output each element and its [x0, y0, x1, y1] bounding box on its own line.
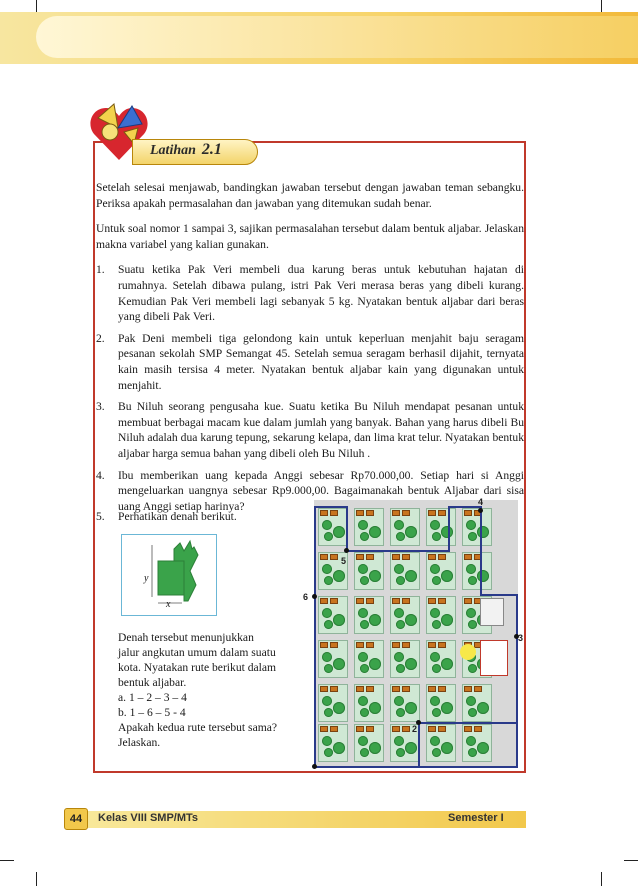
problem-number: 5.: [96, 510, 105, 523]
house-icon: [356, 598, 364, 604]
crop-mark: [36, 872, 37, 886]
house-icon: [366, 554, 374, 560]
house-icon: [392, 510, 400, 516]
house-icon: [366, 726, 374, 732]
house-icon: [366, 598, 374, 604]
tree-icon: [405, 742, 417, 754]
tree-icon: [430, 736, 440, 746]
tree-icon: [333, 614, 345, 626]
problem-number: 4.: [96, 468, 105, 482]
tree-icon: [430, 520, 440, 530]
route-line: [314, 766, 518, 768]
diagram-label-x: x: [166, 599, 171, 610]
tree-icon: [430, 564, 440, 574]
house-icon: [402, 510, 410, 516]
problem-item: [96, 262, 524, 324]
tree-icon: [394, 520, 404, 530]
tree-icon: [394, 652, 404, 662]
house-icon: [320, 686, 328, 692]
house-icon: [464, 686, 472, 692]
tree-icon: [333, 702, 345, 714]
house-icon: [320, 510, 328, 516]
tree-icon: [477, 526, 489, 538]
tree-icon: [369, 614, 381, 626]
tree-icon: [358, 564, 368, 574]
tree-icon: [432, 620, 441, 629]
route-point: [478, 508, 483, 513]
tree-icon: [324, 708, 333, 717]
route-line: [480, 506, 482, 596]
tree-icon: [360, 620, 369, 629]
tree-icon: [333, 570, 345, 582]
house-icon: [474, 726, 482, 732]
problem-text: Pak Deni membeli tiga gelondong kain untuk keperluan menjahit baju seragam pesanan sekolah SMP Semangat 45. Setelah semua seragam berhasil dijahit, ternyata kain masih tersisa 4 meter. Nyatakan bentuk aljabar kain yang digunakan untuk menjahit.: [118, 331, 524, 392]
house-icon: [402, 598, 410, 604]
tree-icon: [322, 564, 332, 574]
tree-icon: [468, 664, 477, 673]
route-line: [418, 722, 516, 724]
crop-mark: [624, 860, 638, 861]
house-icon: [356, 510, 364, 516]
building: [480, 640, 508, 676]
house-icon: [402, 554, 410, 560]
footer-semester: Semester I: [448, 812, 504, 824]
house-icon: [474, 686, 482, 692]
question-line: Jelaskan.: [118, 736, 161, 749]
route-line: [346, 550, 450, 552]
house-icon: [366, 642, 374, 648]
top-banner-shade: [36, 16, 638, 58]
tree-icon: [333, 526, 345, 538]
house-icon: [464, 726, 472, 732]
exercise-number: 2.1: [201, 141, 222, 158]
house-icon: [464, 598, 472, 604]
tree-icon: [396, 748, 405, 757]
tree-icon: [324, 532, 333, 541]
map-point-label-3: 3: [518, 633, 524, 643]
tree-icon: [369, 526, 381, 538]
tree-icon: [369, 742, 381, 754]
tree-icon: [360, 708, 369, 717]
tree-icon: [468, 576, 477, 585]
house-icon: [330, 554, 338, 560]
route-point: [312, 594, 317, 599]
intro-paragraph: Setelah selesai menjawab, bandingkan jawaban tersebut dengan jawaban teman sebangku. Periksa apakah permasalahan dan jawaban yang ditemukan sudah benar.: [96, 181, 524, 210]
tree-icon: [468, 748, 477, 757]
diagram-label-y: y: [144, 573, 149, 584]
route-line: [480, 594, 518, 596]
route-line: [314, 506, 316, 768]
route-line: [418, 722, 420, 768]
house-icon: [438, 554, 446, 560]
tree-icon: [441, 658, 453, 670]
tree-icon: [441, 614, 453, 626]
house-icon: [428, 554, 436, 560]
house-icon: [402, 642, 410, 648]
house-icon: [392, 598, 400, 604]
house-icon: [428, 686, 436, 692]
tree-icon: [468, 620, 477, 629]
problem-number: 1.: [96, 263, 105, 277]
house-icon: [330, 686, 338, 692]
tree-icon: [333, 742, 345, 754]
description-line: bentuk aljabar.: [118, 676, 187, 689]
tree-icon: [360, 748, 369, 757]
route-line: [346, 506, 348, 552]
tree-icon: [405, 614, 417, 626]
tree-icon: [432, 532, 441, 541]
tree-icon: [405, 658, 417, 670]
question-line: Apakah kedua rute tersebut sama?: [118, 721, 278, 734]
tree-icon: [324, 748, 333, 757]
tree-icon: [432, 708, 441, 717]
house-icon: [330, 642, 338, 648]
house-icon: [438, 510, 446, 516]
tree-icon: [468, 708, 477, 717]
tree-icon: [394, 608, 404, 618]
tree-icon: [358, 652, 368, 662]
house-icon: [428, 510, 436, 516]
problem-item: [96, 331, 524, 393]
house-icon: [392, 686, 400, 692]
house-icon: [464, 554, 472, 560]
house-icon: [392, 726, 400, 732]
house-icon: [330, 510, 338, 516]
route-line: [316, 506, 348, 508]
house-icon: [366, 686, 374, 692]
house-icon: [392, 642, 400, 648]
house-icon: [356, 726, 364, 732]
house-icon: [356, 642, 364, 648]
tree-icon: [358, 520, 368, 530]
tree-icon: [369, 658, 381, 670]
tree-icon: [396, 532, 405, 541]
tree-icon: [360, 532, 369, 541]
house-icon: [320, 554, 328, 560]
map-description: [118, 630, 304, 750]
house-icon: [428, 642, 436, 648]
tree-icon: [430, 652, 440, 662]
tree-icon: [394, 696, 404, 706]
tree-icon: [396, 708, 405, 717]
tree-icon: [324, 576, 333, 585]
map-point-label-6: 6: [303, 592, 309, 602]
house-icon: [330, 598, 338, 604]
problem-text: Bu Niluh seorang pengusaha kue. Suatu ketika Bu Niluh mendapat pesanan untuk membuat berbagai macam kue dalam jumlah yang banyak. Bahan yang harus dibeli Bu Niluh adalah dua karung tepung, sekarung kelapa, dan lima krat telur. Nyatakan bentuk aljabar harga semua bahan yang dibeli oleh Bu Niluh .: [118, 400, 524, 460]
tree-icon: [322, 652, 332, 662]
problem-number: 3.: [96, 400, 105, 414]
tree-icon: [360, 664, 369, 673]
house-icon: [428, 598, 436, 604]
tree-icon: [466, 520, 476, 530]
map-point-label-5: 5: [341, 556, 347, 566]
tree-icon: [466, 564, 476, 574]
house-icon: [320, 726, 328, 732]
tree-icon: [430, 696, 440, 706]
intro-paragraph: Untuk soal nomor 1 sampai 3, sajikan permasalahan tersebut dalam bentuk aljabar. Jelaskan makna variabel yang kalian gunakan.: [96, 222, 524, 251]
tree-icon: [441, 526, 453, 538]
sun-icon: [460, 644, 476, 660]
problem-text: Perhatikan denah berikut.: [118, 510, 237, 523]
building: [480, 598, 504, 626]
house-icon: [320, 642, 328, 648]
tree-icon: [477, 742, 489, 754]
house-icon: [356, 686, 364, 692]
house-icon: [428, 726, 436, 732]
tree-icon: [333, 658, 345, 670]
tree-icon: [369, 702, 381, 714]
tree-icon: [358, 696, 368, 706]
house-icon: [392, 554, 400, 560]
house-icon: [438, 642, 446, 648]
tree-icon: [396, 620, 405, 629]
tree-icon: [477, 570, 489, 582]
exercise-title-label: Latihan: [150, 143, 196, 158]
block-diagram: [121, 534, 217, 616]
house-icon: [330, 726, 338, 732]
tree-icon: [358, 608, 368, 618]
house-icon: [320, 598, 328, 604]
tree-icon: [441, 742, 453, 754]
house-icon: [402, 686, 410, 692]
house-icon: [438, 686, 446, 692]
description-line: Denah tersebut menunjukkan: [118, 631, 254, 644]
tree-icon: [322, 696, 332, 706]
problem-list: [96, 262, 524, 514]
tree-icon: [369, 570, 381, 582]
problem-item: [96, 399, 524, 461]
tree-icon: [477, 702, 489, 714]
tree-icon: [466, 736, 476, 746]
map-point-label-4: 4: [478, 497, 484, 507]
tree-icon: [324, 664, 333, 673]
problem-5: [96, 510, 237, 523]
tree-icon: [468, 532, 477, 541]
tree-icon: [322, 520, 332, 530]
route-point: [312, 764, 317, 769]
route-line: [516, 594, 518, 768]
route-line: [448, 506, 450, 552]
house-icon: [464, 510, 472, 516]
problem-text: Suatu ketika Pak Veri membeli dua karung beras untuk kebutuhan hajatan di rumahnya. Setelah dibawa pulang, istri Pak Veri merasa beras yang dibeli kurang. Kemudian Pak Veri membeli lagi sebanyak 5 kg. Nyatakan bentuk aljabar dari beras yang dibeli Pak Veri.: [118, 263, 524, 324]
tree-icon: [358, 736, 368, 746]
description-line: kota. Nyatakan rute berikut dalam: [118, 661, 277, 674]
tree-icon: [396, 576, 405, 585]
tree-icon: [466, 608, 476, 618]
map-point-label-2: 2: [412, 724, 418, 734]
house-icon: [438, 726, 446, 732]
tree-icon: [322, 608, 332, 618]
tree-icon: [405, 526, 417, 538]
house-icon: [438, 598, 446, 604]
tree-icon: [405, 702, 417, 714]
crop-mark: [601, 872, 602, 886]
page-number: 44: [64, 808, 88, 830]
tree-icon: [432, 664, 441, 673]
tree-icon: [441, 570, 453, 582]
crop-mark: [0, 860, 14, 861]
tree-icon: [441, 702, 453, 714]
tree-icon: [322, 736, 332, 746]
tree-icon: [324, 620, 333, 629]
tree-icon: [432, 576, 441, 585]
tree-icon: [394, 736, 404, 746]
footer-book-title: Kelas VIII SMP/MTs: [98, 812, 199, 824]
exercise-content: [96, 180, 524, 520]
route-b: b. 1 – 6 – 5 - 4: [118, 706, 186, 719]
tree-icon: [394, 564, 404, 574]
tree-icon: [432, 748, 441, 757]
house-icon: [366, 510, 374, 516]
exercise-title: [150, 141, 222, 159]
problem-number: 2.: [96, 331, 105, 345]
tree-icon: [405, 570, 417, 582]
tree-icon: [396, 664, 405, 673]
route-a: a. 1 – 2 – 3 – 4: [118, 691, 187, 704]
house-icon: [356, 554, 364, 560]
house-icon: [402, 726, 410, 732]
route-point: [344, 548, 349, 553]
tree-icon: [466, 696, 476, 706]
problem-text: Ibu memberikan uang kepada Anggi sebesar Rp70.000,00. Setiap hari si Anggi mengeluarkan uangnya sebesar Rp9.000,00. Bagaimanakah bentuk Aljabar dari sisa uang Anggi setiap harinya?: [118, 468, 524, 513]
tree-icon: [360, 576, 369, 585]
route-line: [448, 506, 482, 508]
description-line: jalur angkutan umum dalam suatu: [118, 646, 276, 659]
tree-icon: [430, 608, 440, 618]
